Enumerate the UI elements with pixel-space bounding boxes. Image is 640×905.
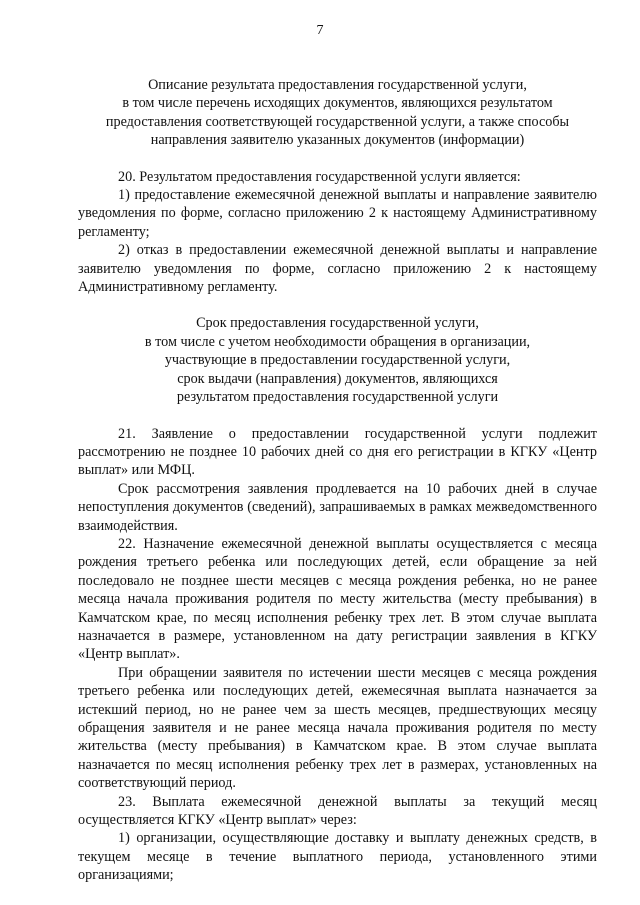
page-number: 7	[316, 23, 324, 38]
paragraph-20-item2: 2) отказ в предоставлении ежемесячной денежной выплаты и направление заявителю уведомления по форме, согласно приложению 2 к настоящему Административному регламенту.	[78, 242, 597, 296]
heading-line: участвующие в предоставлении государственной услуги,	[164, 352, 511, 369]
paragraph-20-item1: 1) предоставление ежемесячной денежной выплаты и направление заявителю уведомления по форме, согласно приложению 2 к настоящему Административному регламенту;	[78, 187, 597, 240]
heading-line: в том числе перечень исходящих документов, являющихся результатом	[122, 95, 553, 112]
heading-line: результатом предоставления государственной услуги	[176, 389, 499, 406]
paragraph-21-extension: Срок рассмотрения заявления продлевается на 10 рабочих дней в случае непоступления документов (сведений), запрашиваемых в рамках межведомственного взаимодействия.	[78, 480, 597, 534]
heading-line: Срок предоставления государственной услуги,	[196, 315, 479, 332]
document-body	[78, 76, 597, 885]
heading-line: Описание результата предоставления государственной услуги,	[148, 77, 527, 93]
heading-line: срок выдачи (направления) документов, являющихся	[177, 370, 498, 387]
section-heading-result	[78, 76, 597, 150]
paragraph-21: 21. Заявление о предоставлении государственной услуги подлежит рассмотрению не позднее 10 рабочих дней со дня его регистрации в КГКУ «Центр выплат» или МФЦ.	[78, 425, 597, 479]
paragraph-23: 23. Выплата ежемесячной денежной выплаты за текущий месяц осуществляется КГКУ «Центр выплат» через:	[78, 793, 597, 829]
paragraph-23-item1: 1) организации, осуществляющие доставку и выплату денежных средств, в текущем месяце в течение выплатного периода, установленного этими организациями;	[78, 830, 597, 884]
section-heading-term	[78, 314, 597, 406]
heading-line: направления заявителю указанных документов (информации)	[150, 132, 525, 149]
paragraph-22-late-application: При обращении заявителя по истечении шести месяцев с месяца рождения третьего ребенка или последующих детей, ежемесячная выплата назначается за истекший период, но не ранее чем за шесть месяцев, предшествующих месяцу обращения заявителя и не ранее месяца начала проживания родителя по месту жительства (месту пребывания) в Камчатском крае. В этом случае выплата назначается по месяц исполнения ребенку трех лет в размерах, установленных на соответствующий период.	[78, 664, 597, 792]
paragraph-22: 22. Назначение ежемесячной денежной выплаты осуществляется с месяца рождения третьего ребенка или последующих детей, если обращение за ней последовало не позднее шести месяцев с месяца рождения ребенка, но не ранее месяца начала проживания родителя по месту жительства (месту пребывания) в Камчатском крае, по месяц исполнения ребенку трех лет. В этом случае выплата назначается в размере, установленном на дату регистрации заявления в КГКУ «Центр выплат».	[78, 535, 597, 663]
paragraph-20-intro: 20. Результатом предоставления государственной услуги является:	[118, 168, 521, 185]
heading-line: предоставления соответствующей государственной услуги, а также способы	[105, 113, 570, 130]
heading-line: в том числе с учетом необходимости обращения в организации,	[144, 333, 531, 350]
